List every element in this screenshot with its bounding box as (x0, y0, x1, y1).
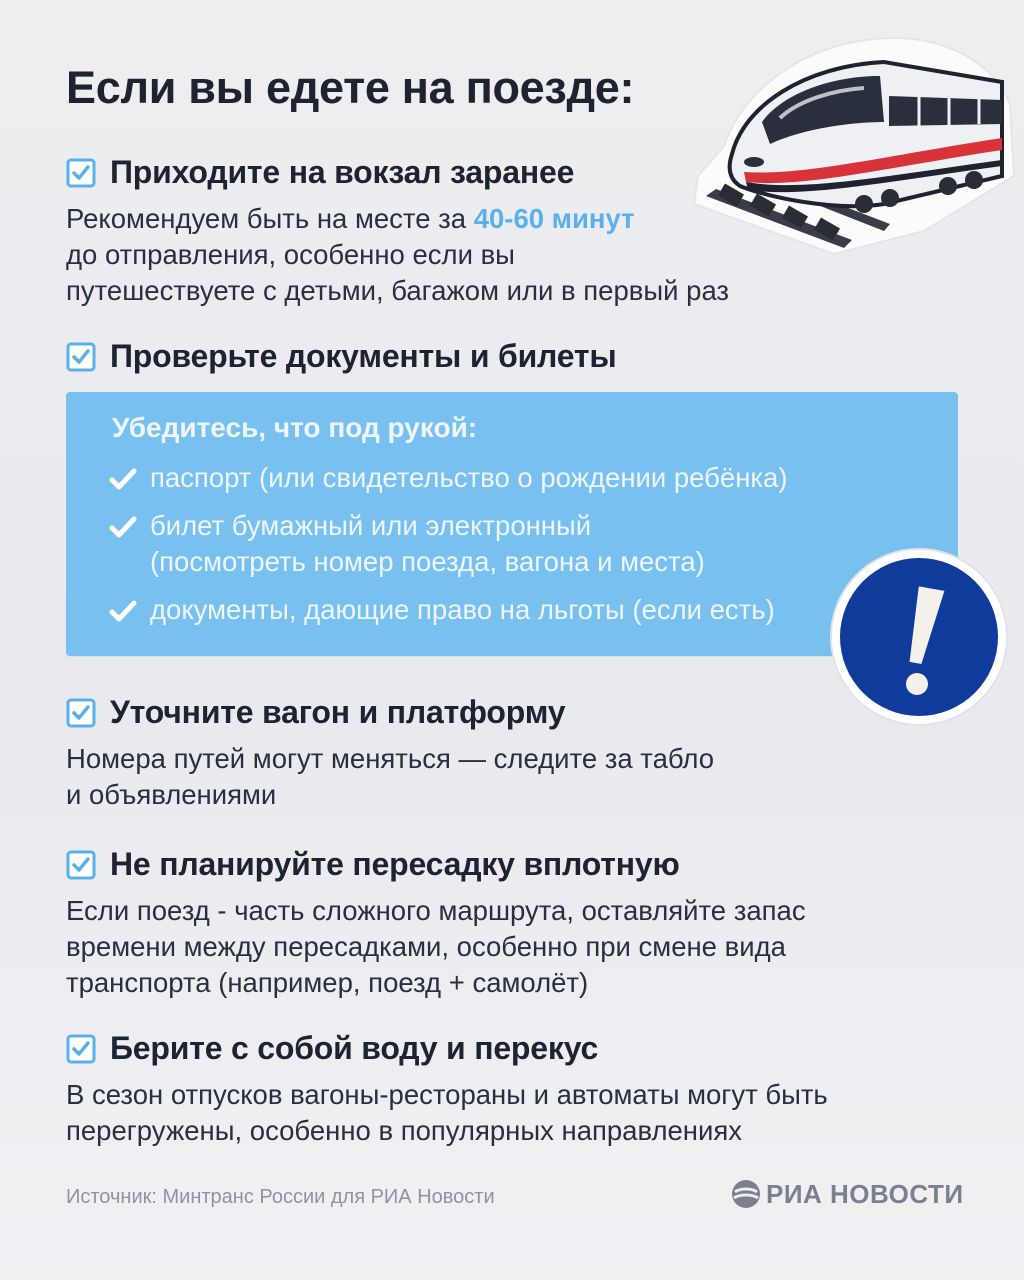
ria-logo (730, 1178, 964, 1210)
list-item (108, 508, 787, 580)
body-text: времени между пересадками, особенно при смене вида (66, 931, 786, 962)
list-item-text: документы, дающие право на льготы (если есть) (150, 594, 775, 625)
list-item-line: билет бумажный или электронный (150, 510, 592, 541)
exclamation-sign-icon (828, 546, 1010, 728)
body-text: и объявлениями (66, 779, 277, 810)
checkbox-checked-icon (66, 342, 96, 372)
body-text: путешествуете с детьми, багажом или в первый раз (66, 275, 730, 306)
check-mark-icon (108, 512, 138, 542)
list-item (108, 592, 787, 628)
section-check-platform (66, 694, 714, 813)
checkbox-checked-icon (66, 1034, 96, 1064)
section-transfer (66, 846, 806, 1001)
section-body (66, 893, 806, 1001)
callout-title: Убедитесь, что под рукой: (112, 412, 478, 443)
body-text: транспорта (например, поезд + самолёт) (66, 967, 589, 998)
section-heading: Проверьте документы и билеты (110, 338, 617, 374)
section-heading: Берите с собой воду и перекус (110, 1030, 599, 1066)
page-title: Если вы едете на поезде: (66, 62, 635, 113)
body-text: перегружены, особенно в популярных направлениях (66, 1115, 742, 1146)
train-illustration (684, 26, 1018, 258)
ria-logo-icon (730, 1178, 762, 1210)
checkbox-checked-icon (66, 698, 96, 728)
check-mark-icon (108, 596, 138, 626)
list-item-text (150, 508, 705, 580)
checkbox-checked-icon (66, 158, 96, 188)
checkbox-checked-icon (66, 850, 96, 880)
time-highlight: 40-60 минут (473, 203, 635, 234)
list-item-line: (посмотреть номер поезда, вагона и места) (150, 546, 705, 577)
body-text: В сезон отпусков вагоны-рестораны и автоматы могут быть (66, 1079, 828, 1110)
section-body (66, 741, 714, 813)
check-mark-icon (108, 464, 138, 494)
documents-list (108, 460, 787, 640)
section-water-snack (66, 1030, 828, 1149)
source-caption: Источник: Минтранс России для РИА Новости (66, 1186, 495, 1208)
section-heading: Уточните вагон и платформу (110, 694, 566, 730)
list-item (108, 460, 787, 496)
section-heading: Приходите на вокзал заранее (110, 154, 575, 190)
body-text: Номера путей могут меняться — следите за табло (66, 743, 715, 774)
section-body (66, 1077, 828, 1149)
documents-callout (66, 392, 958, 656)
section-arrive-early (66, 154, 729, 309)
body-text: до отправления, особенно если вы (66, 239, 515, 270)
section-check-documents (66, 338, 617, 375)
list-item-text: паспорт (или свидетельство о рождении ребёнка) (150, 462, 788, 493)
ria-logo-text: РИА НОВОСТИ (766, 1178, 964, 1209)
body-text: Рекомендуем быть на месте за (66, 203, 474, 234)
section-body (66, 201, 729, 309)
section-heading: Не планируйте пересадку вплотную (110, 846, 680, 882)
body-text: Если поезд - часть сложного маршрута, оставляйте запас (66, 895, 806, 926)
